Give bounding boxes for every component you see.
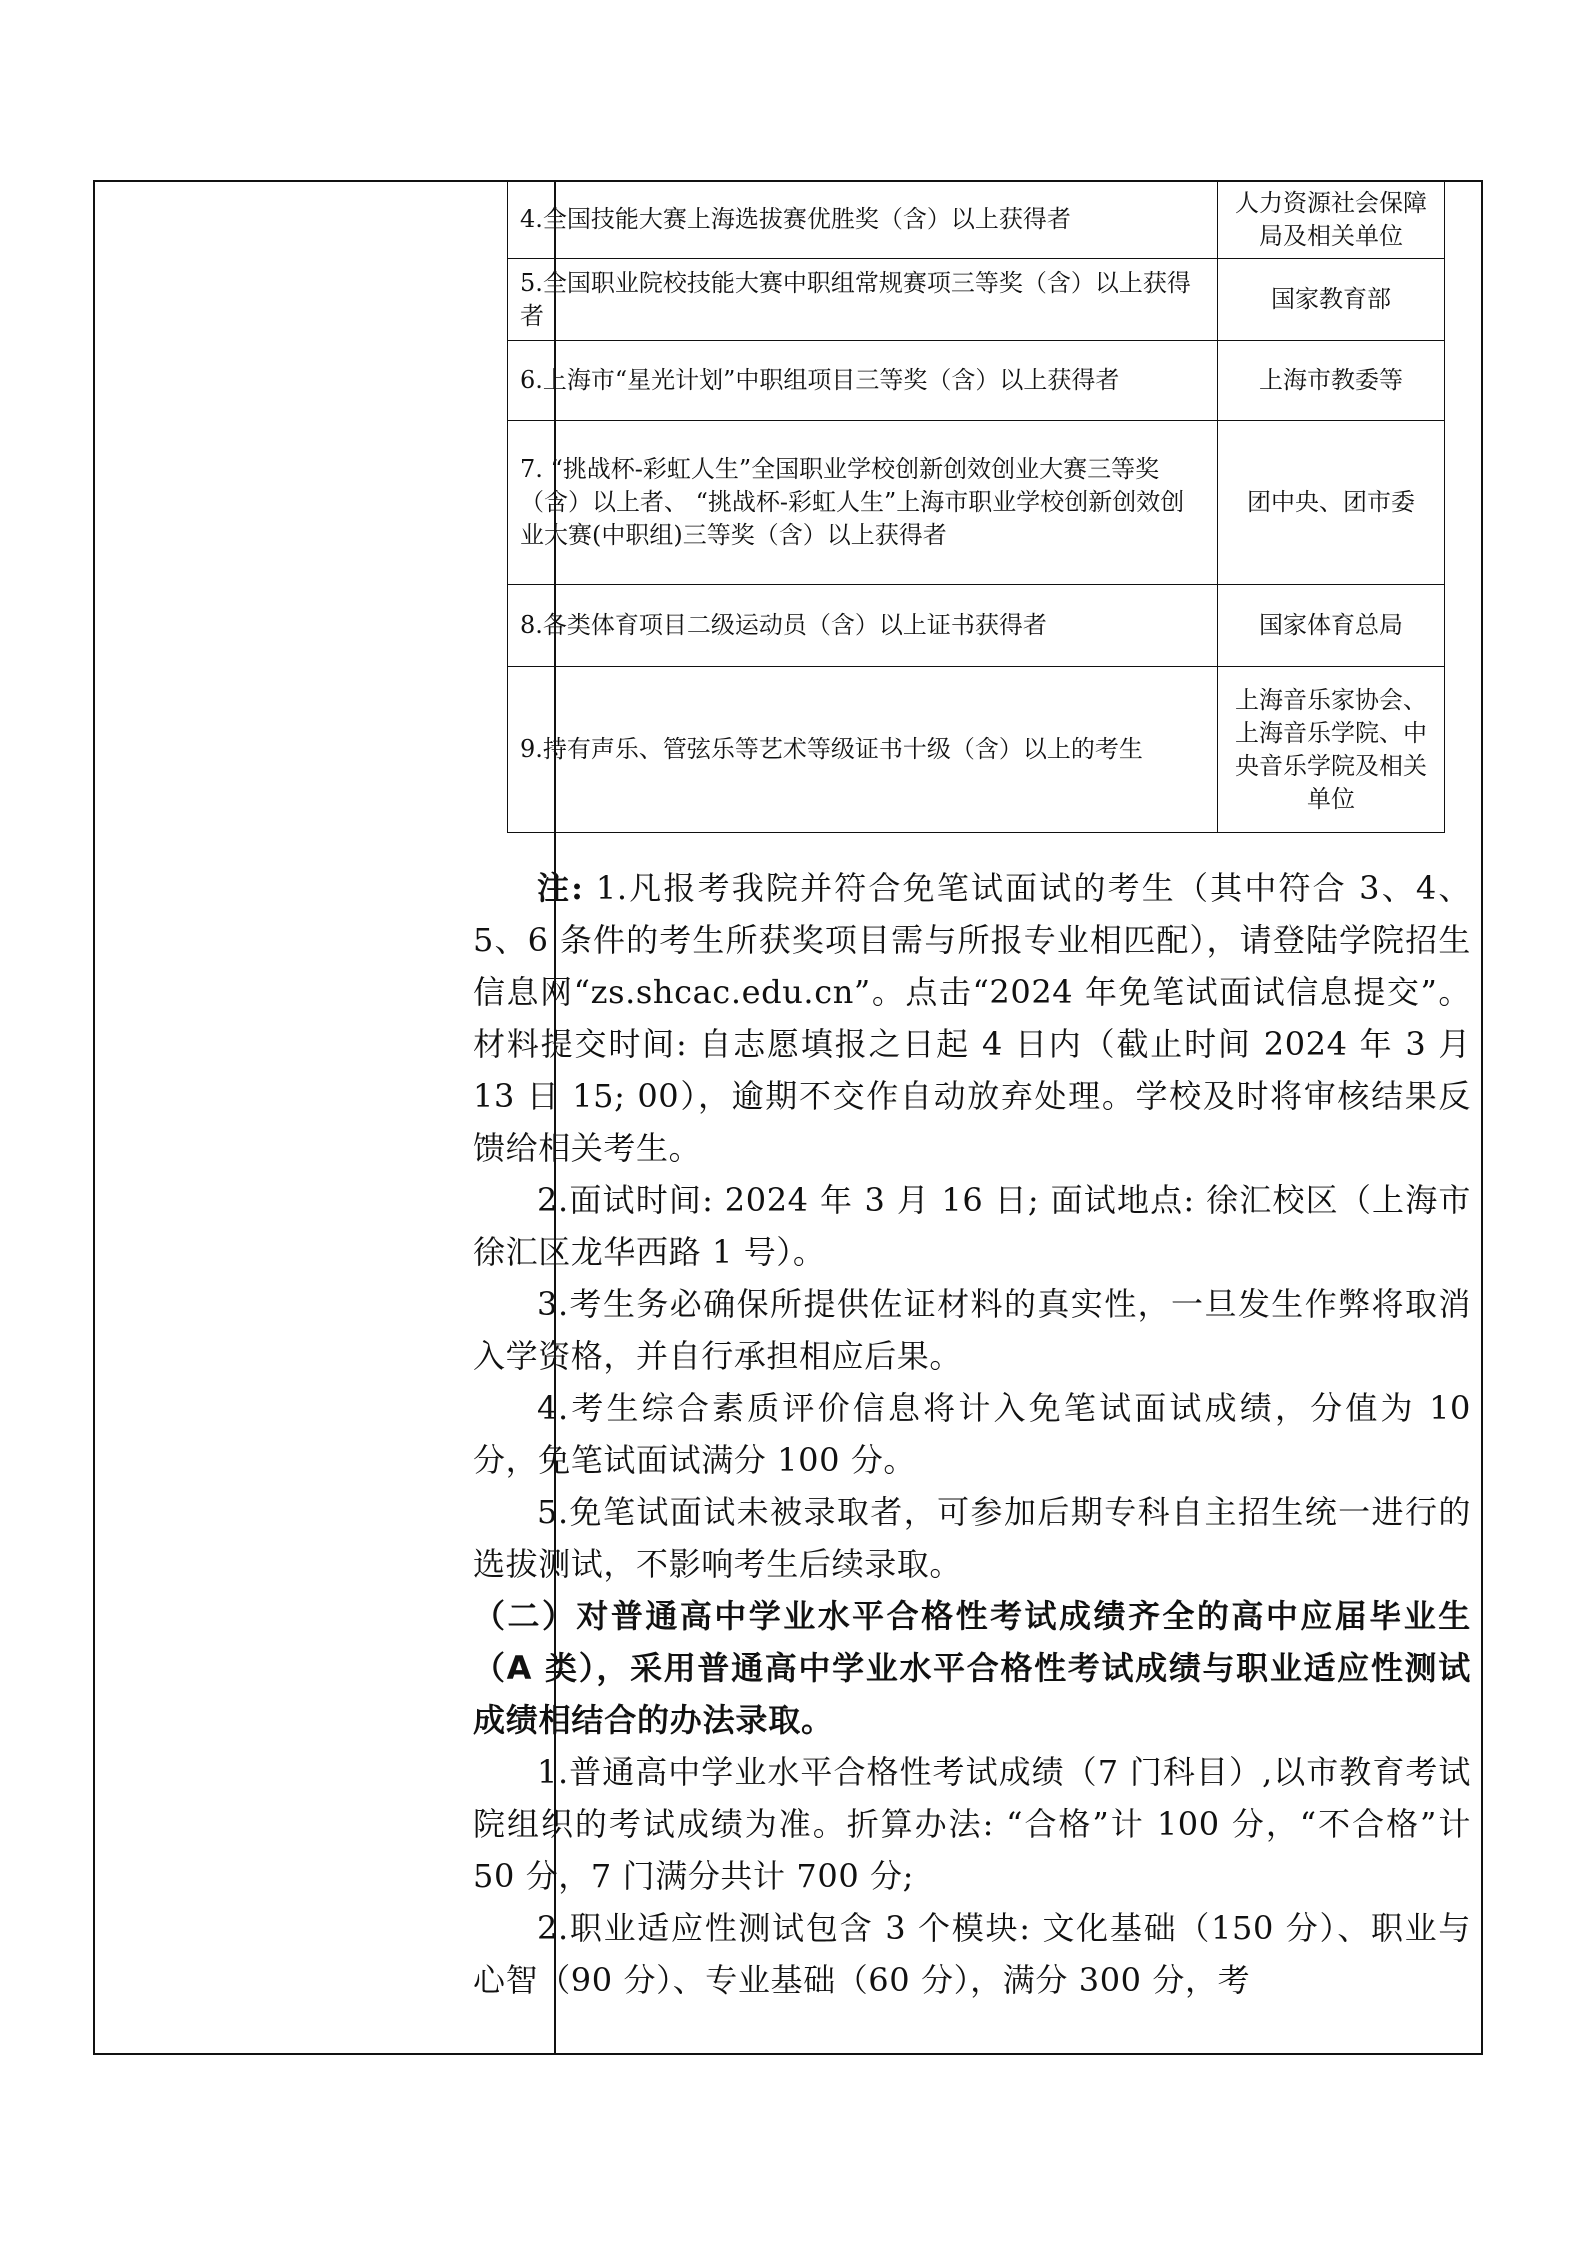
awards-table [507,180,1445,833]
award-issuer: 国家体育总局 [1218,585,1445,667]
award-issuer: 国家教育部 [1218,259,1445,341]
section-heading: （二）对普通高中学业水平合格性考试成绩齐全的高中应届毕业生（A 类），采用普通高中学业水平合格性考试成绩与职业适应性测试成绩相结合的办法录取。 [473,1597,1471,1739]
table-row [508,259,1445,341]
note-text-1: 1.凡报考我院并符合免笔试面试的考生（其中符合 3、4、5、6 条件的考生所获奖项目需与所报专业相匹配），请登陆学院招生信息网“zs.shcac.edu.cn”。点击“2024 年免笔试面试信息提交”。材料提交时间: 自志愿填报之日起 4 日内（截止时间 2024 年 3 月 13 日 15; 00），逾期不交作自动放弃处理。学校及时将审核结果反馈给相关考生。 [473,869,1472,1167]
table-row [508,181,1445,259]
award-issuer: 上海市教委等 [1218,341,1445,421]
notes-content [473,862,1471,2006]
note-label: 注: [537,869,584,907]
table-row [508,667,1445,833]
table-row [508,341,1445,421]
award-description: 7. “挑战杯-彩虹人生”全国职业学校创新创效创业大赛三等奖（含）以上者、 “挑战杯-彩虹人生”上海市职业学校创新创效创业大赛(中职组)三等奖（含）以上获得者 [508,421,1218,585]
award-description: 4.全国技能大赛上海选拔赛优胜奖（含）以上获得者 [508,181,1218,259]
note-paragraph-4: 4.考生综合素质评价信息将计入免笔试面试成绩，分值为 10 分，免笔试面试满分 100 分。 [473,1389,1471,1479]
note-paragraph-1 [473,862,1471,1174]
award-issuer: 人力资源社会保障局及相关单位 [1218,181,1445,259]
note-paragraph-2: 2.面试时间: 2024 年 3 月 16 日; 面试地点: 徐汇校区（上海市徐汇区龙华西路 1 号）。 [473,1181,1471,1271]
note-paragraph-3: 3.考生务必确保所提供佐证材料的真实性，一旦发生作弊将取消入学资格，并自行承担相应后果。 [473,1285,1471,1375]
note-paragraph-5: 5.免笔试面试未被录取者，可参加后期专科自主招生统一进行的选拔测试，不影响考生后续录取。 [473,1493,1471,1583]
award-issuer: 团中央、团市委 [1218,421,1445,585]
section-paragraph-1: 1.普通高中学业水平合格性考试成绩（7 门科目）,以市教育考试院组织的考试成绩为准。折算办法: “合格”计 100 分，“不合格”计 50 分，7 门满分共计 700 分; [473,1753,1471,1895]
award-description: 8.各类体育项目二级运动员（含）以上证书获得者 [508,585,1218,667]
table-row [508,585,1445,667]
award-issuer: 上海音乐家协会、上海音乐学院、中央音乐学院及相关单位 [1218,667,1445,833]
award-description: 6.上海市“星光计划”中职组项目三等奖（含）以上获得者 [508,341,1218,421]
award-description: 5.全国职业院校技能大赛中职组常规赛项三等奖（含）以上获得者 [508,259,1218,341]
table-row [508,421,1445,585]
award-description: 9.持有声乐、管弦乐等艺术等级证书十级（含）以上的考生 [508,667,1218,833]
section-paragraph-2: 2.职业适应性测试包含 3 个模块: 文化基础（150 分）、职业与心智（90 分）、专业基础（60 分），满分 300 分，考 [473,1909,1471,1999]
